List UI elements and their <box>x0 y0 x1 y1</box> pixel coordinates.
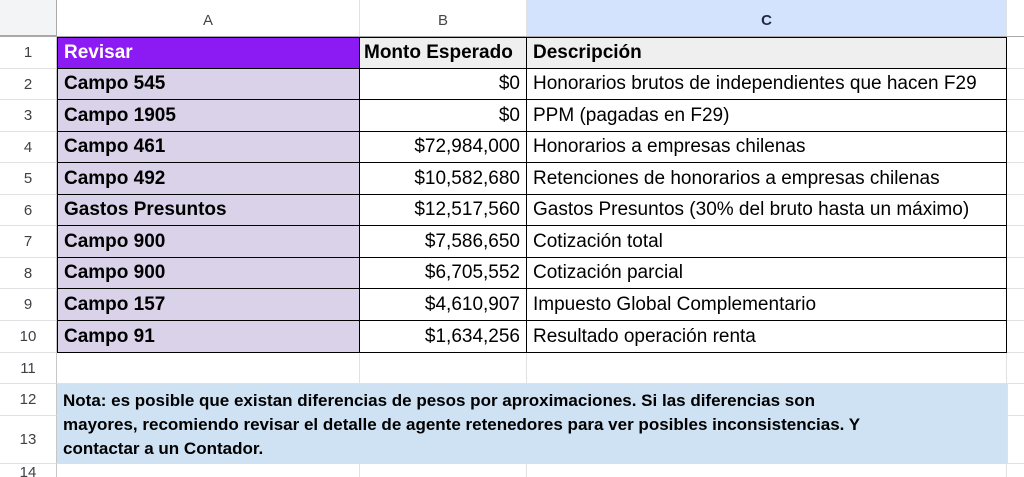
cell-descripcion[interactable]: PPM (pagadas en F29) <box>527 100 1007 132</box>
column-header-c-selected[interactable]: C <box>527 0 1007 36</box>
cell-extra[interactable] <box>1007 163 1024 195</box>
row-header[interactable]: 6 <box>0 195 57 226</box>
cell-d1[interactable] <box>1007 37 1024 69</box>
cell-a11[interactable] <box>57 353 360 384</box>
cell-descripcion[interactable]: Honorarios brutos de independientes que hacen F29 <box>527 69 1007 100</box>
table-row <box>0 132 1024 163</box>
cell-descripcion[interactable]: Impuesto Global Complementario <box>527 289 1007 321</box>
cell-campo[interactable]: Gastos Presuntos <box>57 195 360 226</box>
cell-extra[interactable] <box>1007 226 1024 258</box>
cell-monto[interactable]: $1,634,256 <box>360 321 527 353</box>
cell-extra[interactable] <box>1007 289 1024 321</box>
empty-row-14 <box>0 464 1024 477</box>
cell-monto[interactable]: $10,582,680 <box>360 163 527 195</box>
table-row <box>0 195 1024 226</box>
row-header-12[interactable]: 12 <box>0 384 57 416</box>
cell-d12[interactable] <box>1008 384 1024 416</box>
table-row <box>0 321 1024 353</box>
row-header-14[interactable]: 14 <box>0 464 57 477</box>
row-header[interactable]: 5 <box>0 163 57 195</box>
column-header-strip <box>0 0 1024 37</box>
cell-campo[interactable]: Campo 461 <box>57 132 360 163</box>
cell-descripcion-header[interactable]: Descripción <box>527 37 1007 69</box>
table-row <box>0 100 1024 132</box>
cell-extra[interactable] <box>1007 100 1024 132</box>
cell-descripcion[interactable]: Honorarios a empresas chilenas <box>527 132 1007 163</box>
row-header[interactable]: 7 <box>0 226 57 258</box>
cell-monto[interactable]: $72,984,000 <box>360 132 527 163</box>
table-row <box>0 163 1024 195</box>
row-header[interactable]: 3 <box>0 100 57 132</box>
cell-extra[interactable] <box>1007 132 1024 163</box>
cell-revisar-header[interactable]: Revisar <box>57 37 360 69</box>
select-all-corner[interactable] <box>0 0 57 36</box>
cell-monto[interactable]: $6,705,552 <box>360 258 527 289</box>
row-header-11[interactable]: 11 <box>0 353 57 384</box>
row-header-13[interactable]: 13 <box>0 416 57 464</box>
cell-b11[interactable] <box>360 353 527 384</box>
cell-monto[interactable]: $7,586,650 <box>360 226 527 258</box>
cell-extra[interactable] <box>1007 69 1024 100</box>
cell-monto[interactable]: $0 <box>360 100 527 132</box>
cell-campo[interactable]: Campo 91 <box>57 321 360 353</box>
cell-descripcion[interactable]: Cotización total <box>527 226 1007 258</box>
cell-d11[interactable] <box>1007 353 1024 384</box>
note-row-headers <box>0 384 57 464</box>
note-merged-cell[interactable] <box>57 384 1007 464</box>
cell-campo[interactable]: Campo 157 <box>57 289 360 321</box>
cell-extra[interactable] <box>1007 258 1024 289</box>
cell-campo[interactable]: Campo 1905 <box>57 100 360 132</box>
row-header[interactable]: 9 <box>0 289 57 321</box>
cell-descripcion[interactable]: Gastos Presuntos (30% del bruto hasta un máximo) <box>527 195 1007 226</box>
cell-c14[interactable] <box>527 464 1007 477</box>
column-header-b[interactable]: B <box>360 0 527 36</box>
row-header[interactable]: 10 <box>0 321 57 353</box>
cell-extra[interactable] <box>1007 321 1024 353</box>
note-line-1: Nota: es posible que existan diferencias de pesos por aproximaciones. Si las diferencias son <box>63 391 816 410</box>
cell-campo[interactable]: Campo 545 <box>57 69 360 100</box>
cell-c11[interactable] <box>527 353 1007 384</box>
table-row <box>0 289 1024 321</box>
cell-d13[interactable] <box>1008 416 1024 464</box>
cell-descripcion[interactable]: Resultado operación renta <box>527 321 1007 353</box>
row-header[interactable]: 2 <box>0 69 57 100</box>
row-header[interactable]: 8 <box>0 258 57 289</box>
table-row <box>0 226 1024 258</box>
table-body <box>0 69 1024 353</box>
cell-descripcion[interactable]: Cotización parcial <box>527 258 1007 289</box>
cell-campo[interactable]: Campo 492 <box>57 163 360 195</box>
cell-monto-header[interactable]: Monto Esperado <box>360 37 527 69</box>
column-header-a[interactable]: A <box>57 0 360 36</box>
row-header[interactable]: 4 <box>0 132 57 163</box>
empty-row-11 <box>0 353 1024 384</box>
cell-monto[interactable]: $4,610,907 <box>360 289 527 321</box>
note-rows <box>0 384 1024 464</box>
cell-a14[interactable] <box>57 464 360 477</box>
cell-extra[interactable] <box>1007 195 1024 226</box>
cell-descripcion[interactable]: Retenciones de honorarios a empresas chilenas <box>527 163 1007 195</box>
cell-monto[interactable]: $0 <box>360 69 527 100</box>
row-header-1[interactable]: 1 <box>0 37 57 69</box>
table-header-row <box>0 37 1024 69</box>
cell-monto[interactable]: $12,517,560 <box>360 195 527 226</box>
cell-campo[interactable]: Campo 900 <box>57 258 360 289</box>
note-line-2: mayores, recomiendo revisar el detalle de agente retenedores para ver posibles inconsistencias. Y <box>63 415 861 434</box>
cell-b14[interactable] <box>360 464 527 477</box>
note-side-cells <box>1007 384 1024 464</box>
column-header-d-partial[interactable] <box>1007 0 1024 36</box>
cell-d14[interactable] <box>1007 464 1024 477</box>
table-row <box>0 69 1024 100</box>
table-row <box>0 258 1024 289</box>
note-line-3: contactar a un Contador. <box>63 439 264 458</box>
cell-campo[interactable]: Campo 900 <box>57 226 360 258</box>
